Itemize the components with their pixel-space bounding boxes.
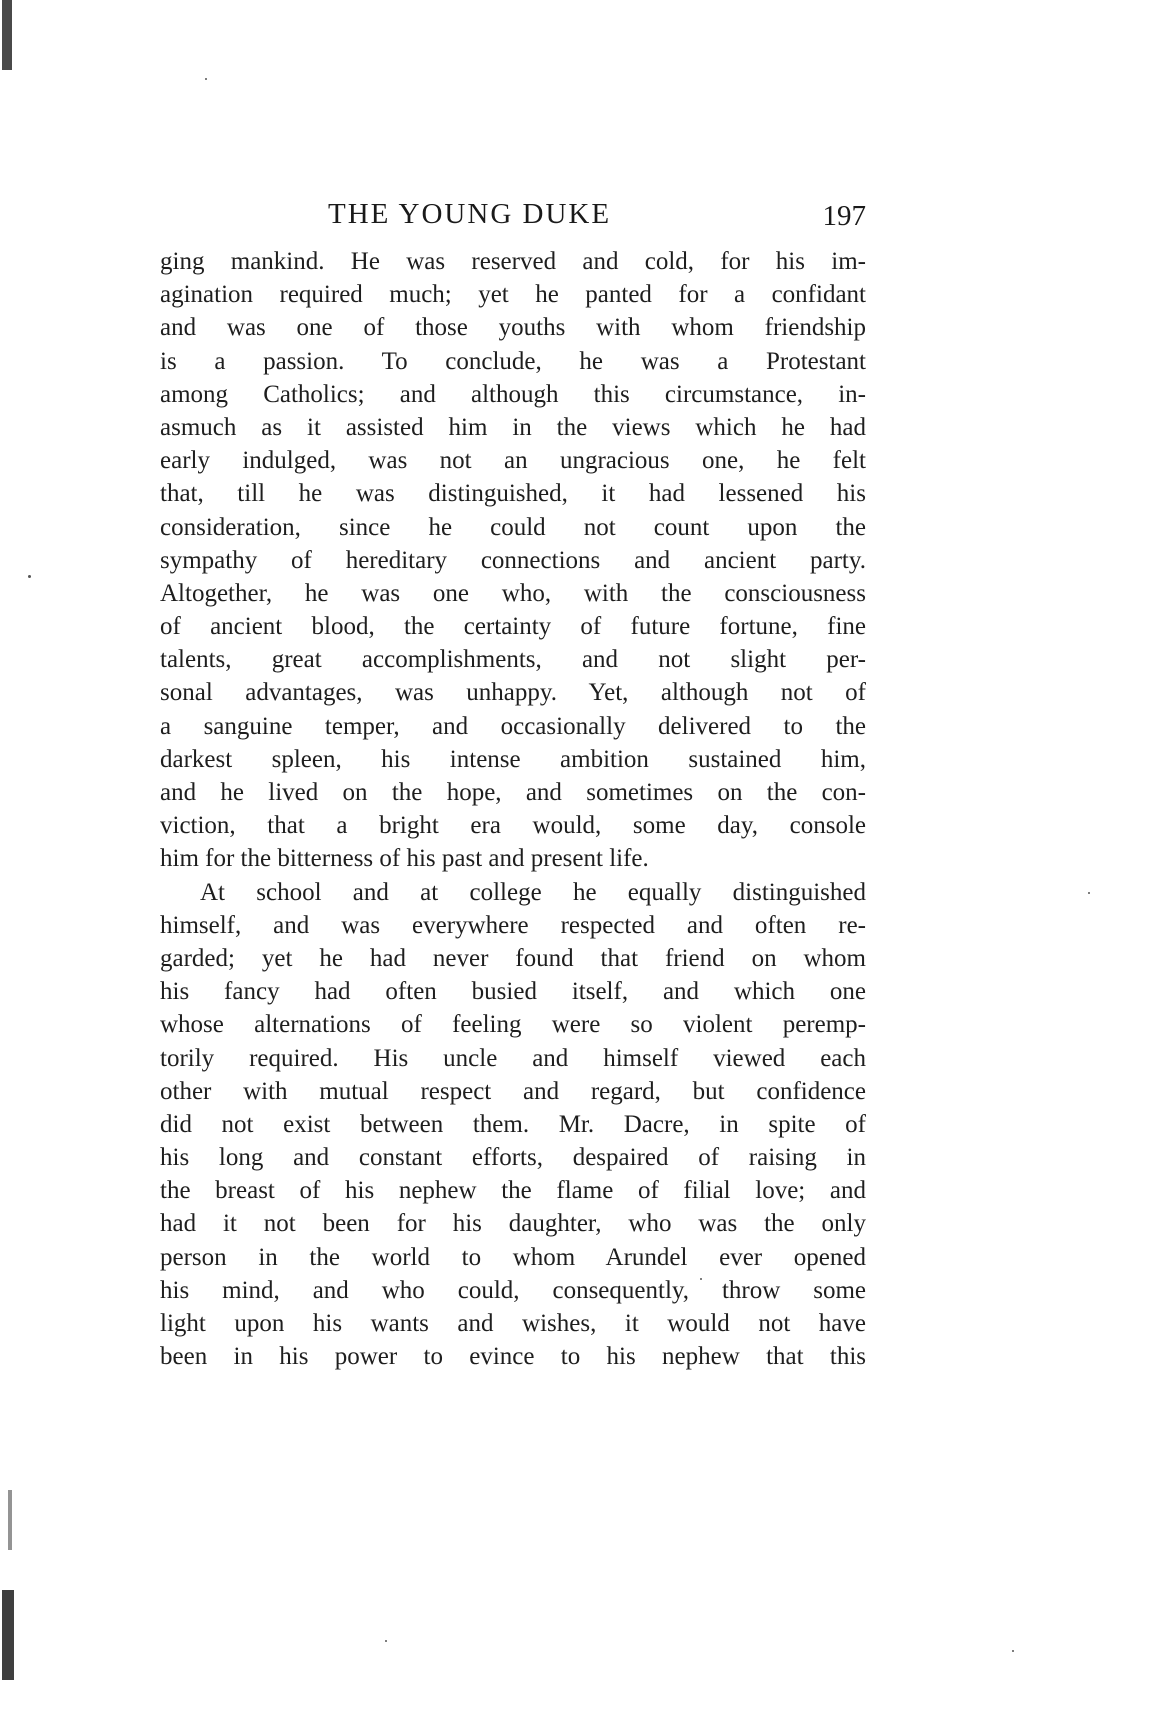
text-line: person in the world to whom Arundel ever opened bbox=[160, 1243, 866, 1271]
body-text bbox=[160, 245, 866, 1373]
text-line: At school and at college he equally distinguished bbox=[200, 878, 866, 906]
text-line: a sanguine temper, and occasionally delivered to the bbox=[160, 712, 866, 740]
text-line: consideration, since he could not count upon the bbox=[160, 513, 866, 541]
scan-shadow-top bbox=[2, 0, 12, 70]
scan-speck bbox=[1012, 1650, 1014, 1652]
text-line: and he lived on the hope, and sometimes on the con- bbox=[160, 779, 866, 806]
binding-edge bbox=[0, 0, 22, 1714]
text-line: his long and constant efforts, despaired of raising in bbox=[160, 1144, 866, 1172]
text-line: among Catholics; and although this circumstance, in- bbox=[160, 380, 866, 408]
text-line: is a passion. To conclude, he was a Protestant bbox=[160, 347, 866, 375]
scan-shadow-middle bbox=[8, 1490, 12, 1550]
paragraph bbox=[160, 245, 866, 876]
running-head bbox=[160, 198, 866, 238]
scan-speck bbox=[1088, 892, 1090, 894]
text-line: of ancient blood, the certainty of future fortune, fine bbox=[160, 613, 866, 641]
text-line: agination required much; yet he panted for a confidant bbox=[160, 281, 866, 309]
text-line: Altogether, he was one who, with the consciousness bbox=[160, 579, 866, 607]
paragraph bbox=[160, 876, 866, 1374]
scan-speck bbox=[28, 575, 31, 578]
text-line: been in his power to evince to his nephew that this bbox=[160, 1343, 866, 1371]
page-number: 197 bbox=[822, 200, 866, 232]
text-line: ging mankind. He was reserved and cold, for his im- bbox=[160, 248, 866, 275]
text-line: and was one of those youths with whom friendship bbox=[160, 314, 866, 342]
text-line: darkest spleen, his intense ambition sustained him, bbox=[160, 745, 866, 773]
scan-speck bbox=[205, 78, 207, 80]
scan-speck bbox=[385, 1640, 387, 1642]
text-line: his fancy had often busied itself, and which one bbox=[160, 978, 866, 1006]
text-line: himself, and was everywhere respected and often re- bbox=[160, 911, 866, 939]
text-line: torily required. His uncle and himself viewed each bbox=[160, 1044, 866, 1072]
text-line: that, till he was distinguished, it had lessened his bbox=[160, 480, 866, 508]
text-line: asmuch as it assisted him in the views which he had bbox=[160, 413, 866, 441]
text-line: sonal advantages, was unhappy. Yet, although not of bbox=[160, 679, 866, 707]
running-title: THE YOUNG DUKE bbox=[328, 198, 612, 230]
text-line: his mind, and who could, consequently, throw some bbox=[160, 1276, 866, 1304]
scan-shadow-bottom bbox=[2, 1590, 14, 1680]
text-line: talents, great accomplishments, and not slight per- bbox=[160, 646, 866, 674]
text-line: whose alternations of feeling were so violent peremp- bbox=[160, 1011, 866, 1039]
text-line: early indulged, was not an ungracious one, he felt bbox=[160, 447, 866, 475]
text-line: garded; yet he had never found that friend on whom bbox=[160, 944, 866, 972]
text-line: did not exist between them. Mr. Dacre, in spite of bbox=[160, 1110, 866, 1138]
text-line: light upon his wants and wishes, it would not have bbox=[160, 1310, 866, 1337]
text-line: viction, that a bright era would, some day, console bbox=[160, 812, 866, 840]
text-line: him for the bitterness of his past and present life. bbox=[160, 845, 649, 873]
text-line: the breast of his nephew the flame of filial love; and bbox=[160, 1177, 866, 1205]
text-line: other with mutual respect and regard, but confidence bbox=[160, 1077, 866, 1105]
text-line: had it not been for his daughter, who was the only bbox=[160, 1210, 866, 1238]
text-line: sympathy of hereditary connections and ancient party. bbox=[160, 546, 866, 574]
